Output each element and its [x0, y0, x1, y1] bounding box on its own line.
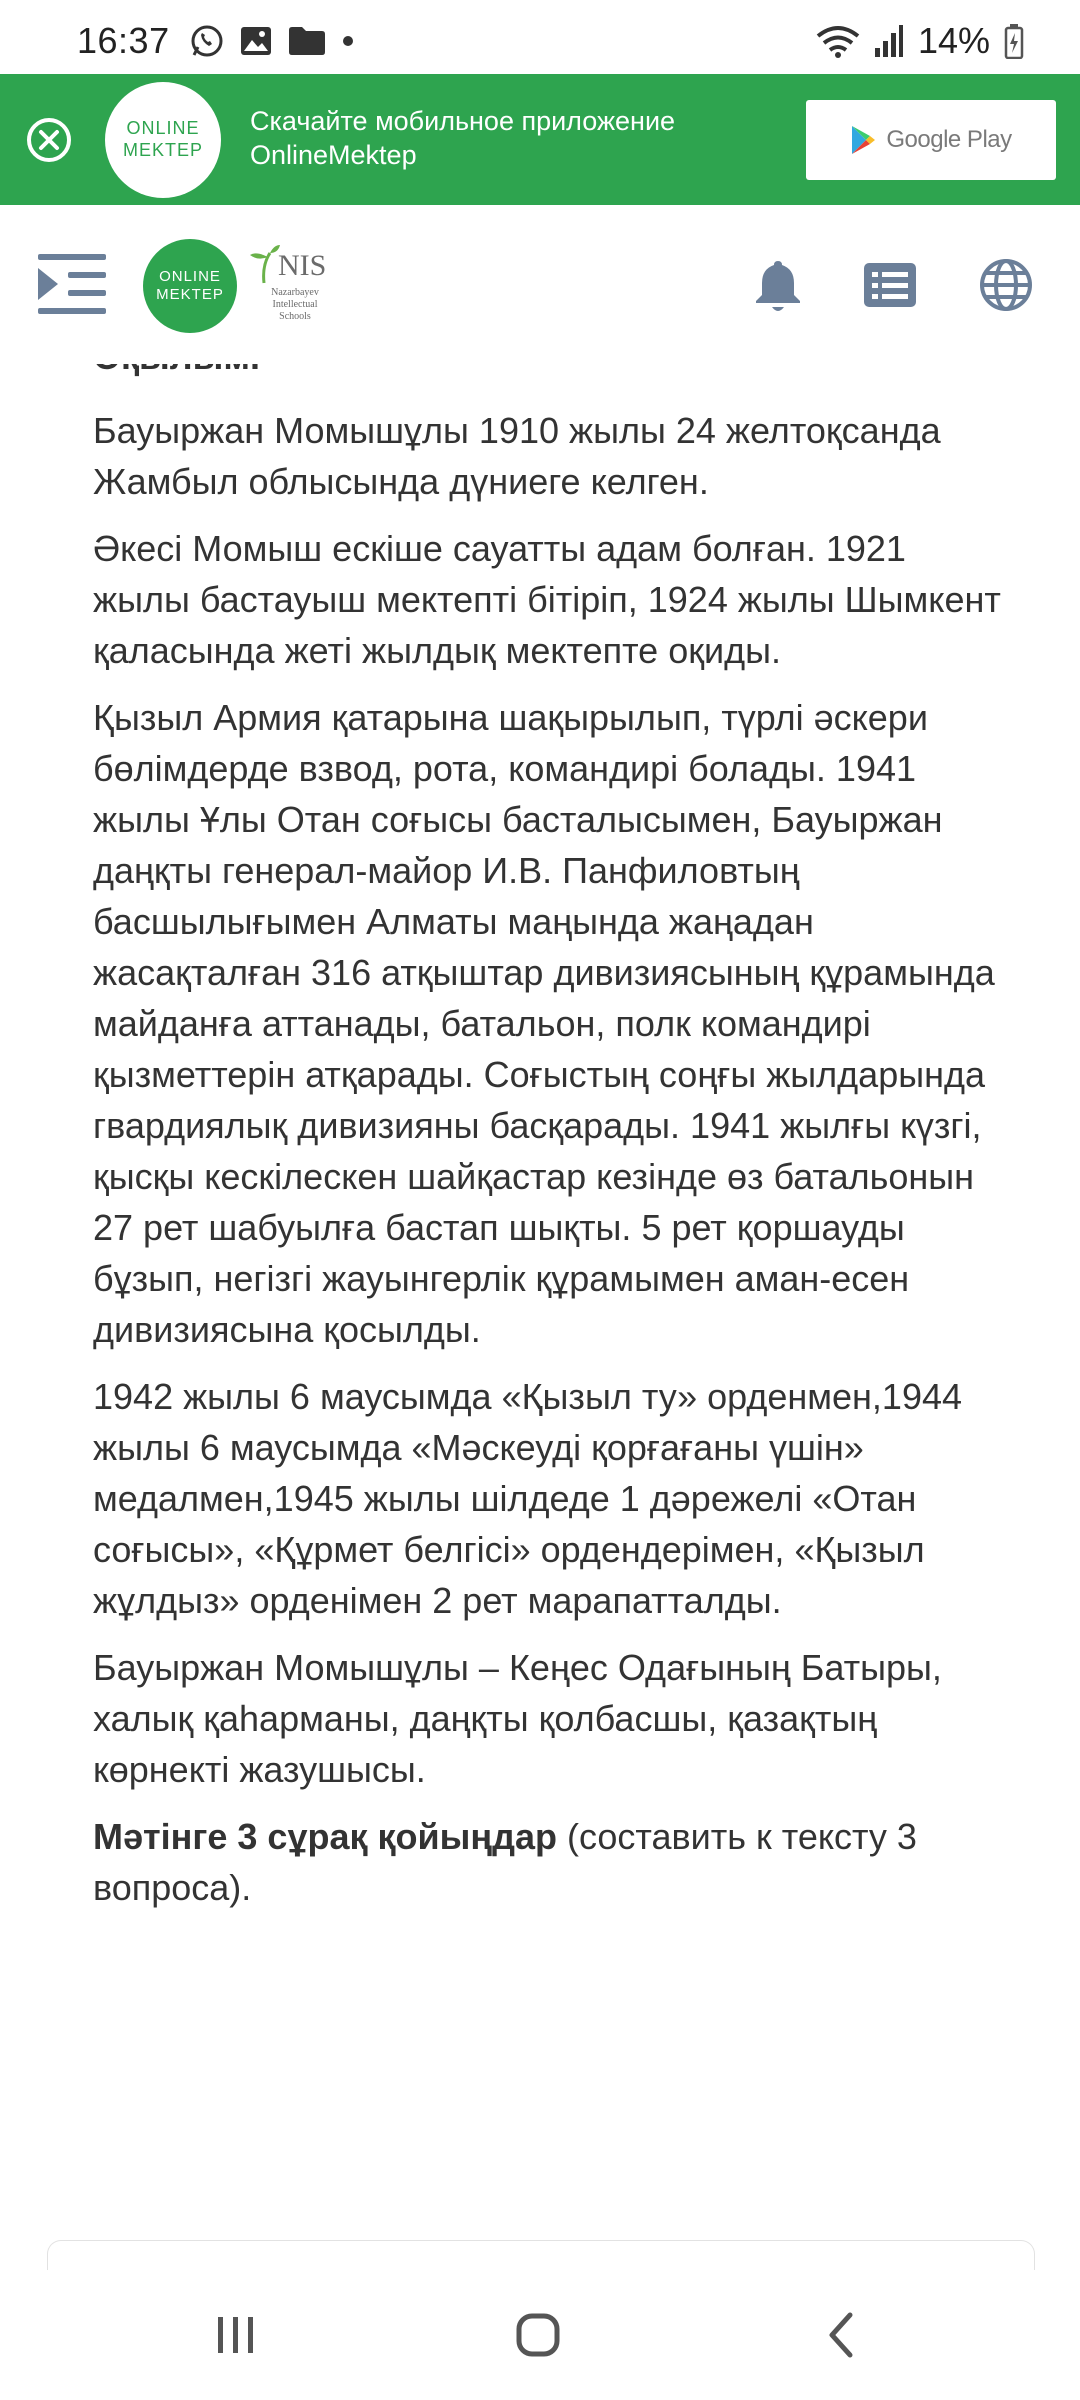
google-play-label: Google Play [886, 126, 1012, 153]
paragraph: Бауыржан Момышұлы 1910 жылы 24 желтоқсанда Жамбыл облысында дүниеге келген. [93, 410, 941, 502]
folder-icon [288, 26, 326, 56]
home-button[interactable] [508, 2305, 568, 2365]
task-instruction: Мәтінге 3 сұрақ қойыңдар [93, 1816, 557, 1857]
app-download-banner [0, 74, 1080, 205]
task-paragraph [93, 1811, 1003, 1913]
system-nav-bar [0, 2270, 1080, 2400]
system-status [816, 20, 1024, 62]
wifi-icon [816, 24, 860, 58]
banner-message-line1: Скачайте мобильное приложение [250, 106, 676, 136]
banner-message-line2: OnlineMektep [250, 140, 417, 170]
whatsapp-icon [190, 24, 224, 58]
list-icon[interactable] [862, 257, 918, 313]
notification-icons [190, 24, 354, 58]
onlinemektep-logo: ONLINE MEKTEP [105, 82, 221, 198]
google-play-button[interactable] [806, 100, 1056, 180]
google-play-icon [850, 125, 876, 155]
paragraph: Бауыржан Момышұлы – Кеңес Одағының Батыры, халық қаһарманы, даңқты қолбасшы, қазақтың көрнекті жазушысы. [93, 1647, 942, 1790]
battery-percent: 14% [917, 20, 990, 61]
nis-leaf-icon [242, 243, 282, 287]
article-body [93, 405, 1003, 1929]
menu-icon[interactable] [38, 252, 106, 318]
paragraph: Қызыл Армия қатарына шақырылып, түрлі әскери бөлімдерде взвод, рота, командирі болады. 1941 жылы Ұлы Отан соғысы басталысымен, Бауыржан даңқты генерал-майор И.В. Панфиловтың басшылығымен Алматы маңында жаңадан жасақталған 316 атқыштар дивизиясының құрамында майданға аттанады, батальон, полк командирі қызметтерін атқарады. Соғыстың соңғы жылдарында гвардиялық дивизияны басқарады. 1941 жылғы күзгі, қысқы кескілескен шайқастар кезінде өз батальонын 27 рет шабуылға бастап шықты. 5 рет қоршауды бұзып, негізгі жауынгерлік құрамымен аман-есен дивизиясына қосылды. [93, 697, 995, 1350]
paragraph: 1942 жылы 6 маусымда «Қызыл ту» орденмен,1944 жылы 6 маусымда «Мәскеуді қорғағаны үшін» медалмен,1945 жылы шілдеде 1 дәрежелі «Отан соғысы», «Құрмет белгісі» ордендерімен, «Қызыл жұлдыз» орденімен 2 рет марапатталды. [93, 1376, 963, 1621]
nis-subtitle: Nazarbayev Intellectual Schools [271, 287, 319, 322]
back-button[interactable] [812, 2305, 872, 2365]
site-header [0, 205, 1080, 365]
recent-apps-button[interactable] [206, 2305, 266, 2365]
dot-icon [342, 35, 354, 47]
battery-icon [1004, 23, 1024, 59]
close-icon[interactable] [26, 117, 72, 163]
globe-icon[interactable] [978, 257, 1034, 313]
banner-message [250, 104, 675, 172]
task-translation: (составить к тексту 3 вопроса). [93, 1816, 917, 1908]
bell-icon[interactable] [750, 257, 806, 313]
status-bar [0, 0, 1080, 74]
nis-title: NIS [278, 249, 327, 282]
signal-icon [874, 24, 904, 58]
status-time: 16:37 [77, 20, 170, 61]
gallery-icon [240, 26, 272, 56]
paragraph: Әкесі Момыш ескіше сауатты адам болған. 1921 жылы бастауыш мектепті бітіріп, 1924 жылы Шымкент қаласында жеті жылдық мектепте оқиды. [93, 528, 1001, 671]
nis-logo [242, 243, 332, 335]
onlinemektep-logo[interactable]: ONLINE MEKTEP [143, 239, 237, 333]
